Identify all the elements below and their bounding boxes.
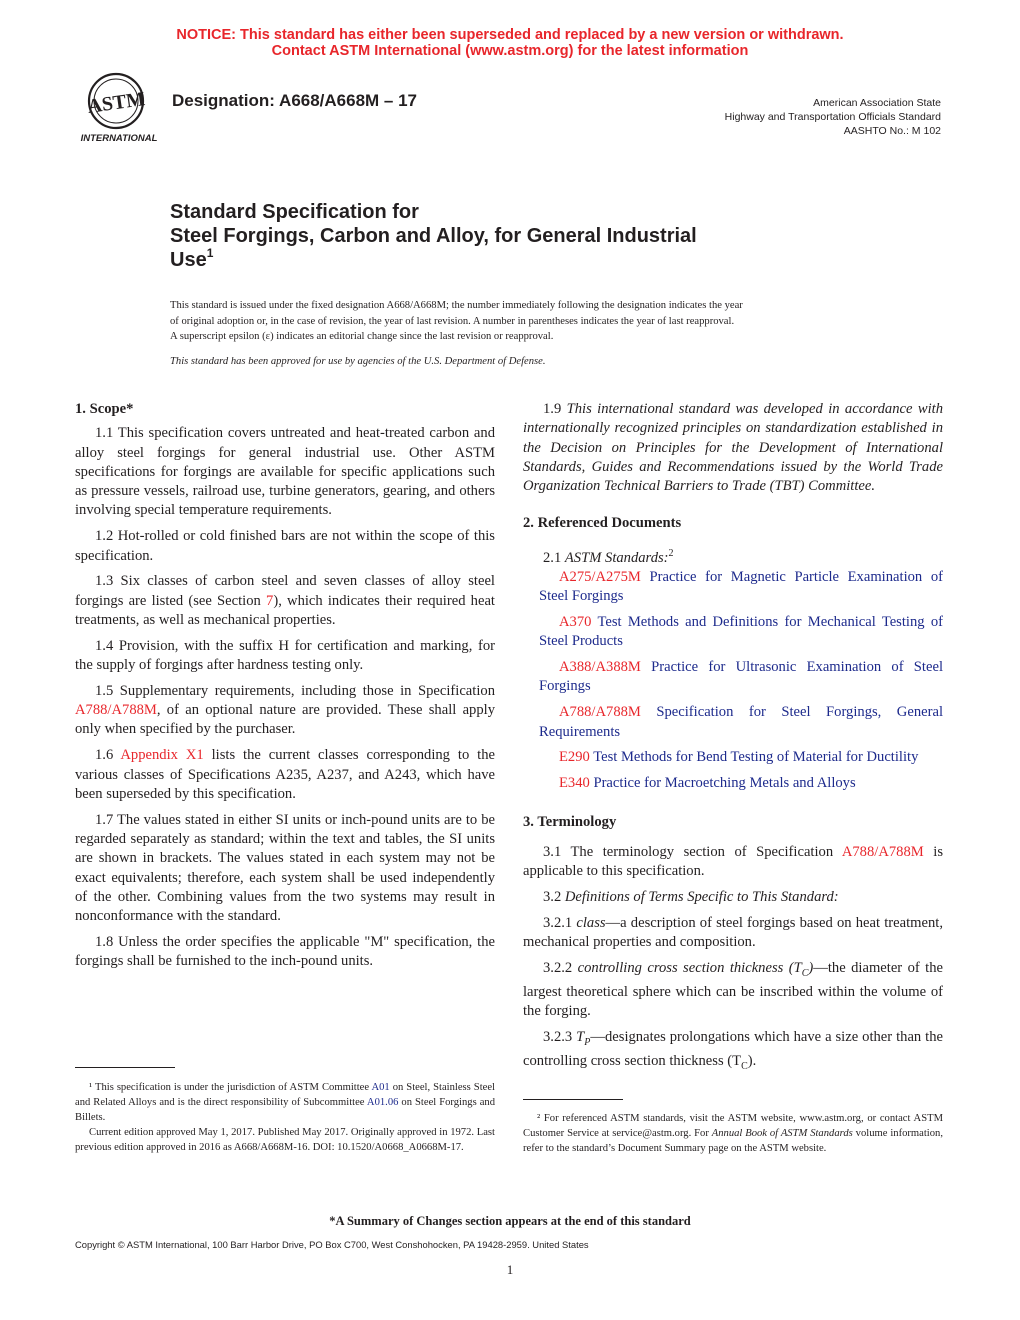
issuance-line-2: of original adoption or, in the case of revision, the year of last revision. A number in parentheses indicates the year of last reapproval. — [170, 315, 735, 327]
footnote-1-text-3: on Steel Forgings and Billets. — [75, 1097, 495, 1123]
term-class: class — [576, 914, 606, 931]
scope-heading: 1. Scope* — [75, 401, 134, 417]
referenced-document-item[interactable] — [523, 774, 943, 793]
footnote-1-para-2: Current edition approved May 1, 2017. Published May 2017. Originally approved in 1972. Last previous edition approved in 2016 as A668/A668M-16. DOI: 10.1520/A0668_A0668M-17. — [75, 1127, 495, 1153]
title-line-1: Standard Specification for — [170, 201, 419, 223]
para-3-2-3 — [523, 1028, 943, 1076]
footnote-1-para-1 — [75, 1080, 495, 1125]
appendix-x1-link[interactable]: Appendix X1 — [120, 747, 204, 764]
a01-link[interactable]: A01 — [371, 1082, 390, 1093]
referenced-document-code[interactable]: A275/A275M — [559, 568, 641, 585]
a788-link[interactable]: A788/A788M — [75, 702, 157, 719]
terminology-heading: 3. Terminology — [523, 814, 617, 831]
summary-of-changes-note: *A Summary of Changes section appears at the end of this standard — [329, 1214, 691, 1228]
aashto-info — [725, 96, 941, 138]
para-1-6-num: 1.6 — [95, 747, 121, 764]
referenced-document-code[interactable]: A370 — [559, 614, 592, 631]
para-2-1-num: 2.1 — [543, 549, 565, 566]
para-2-1 — [523, 544, 943, 568]
notice-line-1: NOTICE: This standard has either been superseded and replaced by a new version or withdrawn. — [176, 27, 844, 43]
para-3-2-num: 3.2 — [543, 888, 565, 905]
footnote-2-text-end: volume information, refer to the standard’s Document Summary page on the ASTM website. — [523, 1128, 943, 1154]
para-3-2-3-end: ). — [747, 1053, 757, 1070]
para-3-2-3-text: —designates prolongations which have a size other than the controlling cross section thickness (T — [523, 1028, 943, 1070]
para-1-7: 1.7 The values stated in either SI units or inch-pound units are to be regarded separately as standard; within the text and tables, the SI units are shown in brackets. The values stated in each system may not be exact equivalents; therefore, each system shall be used independently of the other. Combining values from the two systems may result in nonconformance with the standard. — [75, 811, 495, 925]
referenced-document-title[interactable]: Test Methods and Definitions for Mechanical Testing of Steel Products — [539, 614, 943, 650]
issuance-line-3: A superscript epsilon (ε) indicates an editorial change since the last revision or reapproval. — [170, 331, 554, 342]
para-1-9-num: 1.9 — [543, 401, 567, 417]
para-1-5 — [75, 682, 495, 740]
referenced-document-item[interactable] — [523, 613, 943, 652]
para-3-2-1 — [523, 914, 943, 953]
a01-06-link[interactable]: A01.06 — [366, 1097, 399, 1108]
aashto-line-1: American Association State — [813, 97, 941, 109]
page-number: 1 — [506, 1262, 514, 1277]
document-title — [170, 200, 870, 272]
footnote-2-para — [523, 1111, 943, 1156]
para-1-1: 1.1 This specification covers untreated and heat-treated carbon and alloy steel forgings for general industrial use. Other ASTM specifications for forgings are available for specific applications such as pressure vessels, railroad use, turbine generators, gearing, and others involving special temperature requirements. — [75, 425, 495, 519]
referenced-document-item[interactable] — [523, 703, 943, 742]
referenced-document-item[interactable] — [523, 748, 943, 767]
referenced-document-code[interactable]: A788/A788M — [559, 704, 641, 721]
term-sub-p: P — [584, 1036, 591, 1048]
para-1-3-text-end: ), which indicates their required heat treatments, as well as mechanical properties. — [75, 592, 495, 628]
para-3-2-1-text: —a description of steel forgings based on heat treatment, mechanical properties and composition. — [523, 914, 943, 950]
footnote-1-text: ¹ This specification is under the jurisdiction of ASTM Committee — [89, 1082, 372, 1093]
aashto-line-2: Highway and Transportation Officials Standard — [724, 111, 941, 123]
title-footnote-mark[interactable]: 1 — [206, 246, 214, 260]
dod-approval-note: This standard has been approved for use by agencies of the U.S. Department of Defense. — [170, 356, 546, 367]
para-3-2 — [523, 888, 943, 907]
referenced-documents-heading: 2. Referenced Documents — [523, 515, 682, 532]
para-1-9 — [523, 400, 943, 496]
para-1-3 — [75, 572, 495, 630]
footnote-1-text-2: on Steel, Stainless Steel and Related Alloys and is the direct responsibility of Subcommittee — [75, 1082, 495, 1108]
para-3-1-text: 3.1 The terminology section of Specification — [543, 843, 842, 860]
left-column — [75, 400, 495, 978]
title-line-3 — [170, 248, 870, 272]
title-line-3-text: Use — [170, 249, 207, 271]
a788-terminology-link[interactable]: A788/A788M — [841, 843, 924, 860]
referenced-document-code[interactable]: E290 — [559, 749, 590, 766]
right-column — [523, 400, 943, 1083]
para-3-1-text-end: is applicable to this specification. — [523, 843, 943, 879]
notice-line-2: Contact ASTM International (www.astm.org) for the latest information — [271, 43, 749, 59]
para-3-1 — [523, 843, 943, 882]
referenced-document-code[interactable]: E340 — [559, 775, 590, 792]
referenced-document-title[interactable]: Practice for Ultrasonic Examination of Steel Forgings — [539, 659, 943, 695]
designation: Designation: A668/A668M – 17 — [172, 91, 418, 110]
term-sub-c-2: C — [741, 1061, 748, 1073]
referenced-document-item[interactable] — [523, 568, 943, 607]
referenced-document-title[interactable]: Test Methods for Bend Testing of Material for Ductility — [589, 749, 919, 766]
term-sub-c: C — [801, 967, 809, 979]
para-1-4: 1.4 Provision, with the suffix H for certification and marking, for the supply of forgings after hardness testing only. — [75, 637, 495, 674]
footnote-2-mark[interactable]: 2 — [668, 547, 674, 559]
copyright-line: Copyright © ASTM International, 100 Barr Harbor Drive, PO Box C700, West Conshohocken, PA 19428-2959. United States — [75, 1239, 589, 1250]
para-1-6 — [75, 746, 495, 804]
footnote-divider-right — [523, 1099, 623, 1100]
term-close-paren: ) — [808, 959, 814, 976]
footnote-1 — [75, 1080, 495, 1155]
para-1-2: 1.2 Hot-rolled or cold finished bars are not within the scope of this specification. — [75, 528, 495, 564]
referenced-document-item[interactable] — [523, 658, 943, 697]
aashto-line-3: AASHTO No.: M 102 — [843, 125, 941, 137]
term-controlling-thickness: controlling cross section thickness (T — [577, 959, 802, 976]
annual-book-title: Annual Book of ASTM Standards — [711, 1128, 853, 1139]
section-7-link[interactable]: 7 — [266, 592, 274, 609]
referenced-documents-list — [523, 568, 943, 793]
para-1-5-text-end: , of an optional nature are provided. These shall apply only when specified by the purchaser. — [75, 702, 495, 738]
para-3-2-2-num: 3.2.2 — [543, 959, 578, 976]
term-tp: T — [576, 1028, 585, 1045]
para-1-3-text: 1.3 Six classes of carbon steel and seven classes of alloy steel forgings are listed (see Section — [75, 573, 495, 609]
para-3-2-1-num: 3.2.1 — [543, 914, 577, 931]
footnote-2 — [523, 1111, 943, 1156]
referenced-document-title[interactable]: Practice for Magnetic Particle Examination of Steel Forgings — [539, 568, 943, 605]
para-3-2-2 — [523, 959, 943, 1022]
para-1-8: 1.8 Unless the order specifies the applicable "M" specification, the forgings shall be furnished to the inch-pound units. — [75, 933, 495, 970]
astm-standards-label: ASTM Standards: — [564, 549, 669, 566]
para-3-2-2-text: —the diameter of the largest theoretical sphere which can be inscribed within the volume of the forging. — [523, 959, 943, 1020]
para-3-2-text: Definitions of Terms Specific to This Standard: — [564, 888, 839, 905]
astm-logo — [74, 70, 164, 146]
referenced-document-code[interactable]: A388/A388M — [559, 659, 641, 676]
issuance-line-1: This standard is issued under the fixed designation A668/A668M; the number immediately following the designation indicates the year — [170, 300, 743, 311]
logo-subtext: INTERNATIONAL — [80, 133, 158, 144]
issuance-note — [170, 298, 850, 345]
referenced-document-title[interactable]: Practice for Macroetching Metals and Alloys — [589, 775, 856, 792]
logo-text: ASTM — [86, 88, 147, 118]
para-1-9-text: This international standard was developed in accordance with internationally recognized principles on standardization established in the Decision on Principles for the Development of International Standards, Guides and Recommendations issued by the World Trade Organization Technical Barriers to Trade (TBT) Committee. — [523, 401, 944, 495]
referenced-document-title[interactable]: Specification for Steel Forgings, General Requirements — [539, 704, 943, 740]
footnote-divider-left — [75, 1067, 175, 1068]
para-1-6-text: lists the current classes corresponding to the various classes of Specifications A235, A237, and A243, which have been superseded by this specification. — [75, 747, 496, 802]
para-1-5-text: 1.5 Supplementary requirements, including those in Specification — [95, 682, 495, 699]
withdrawn-notice — [0, 27, 1020, 59]
title-line-2: Steel Forgings, Carbon and Alloy, for General Industrial — [170, 225, 697, 247]
para-3-2-3-num: 3.2.3 — [543, 1028, 577, 1045]
footnote-2-text: ² For referenced ASTM standards, visit the ASTM website, www.astm.org, or contact ASTM Customer Service at service@astm.org. For — [523, 1113, 943, 1139]
